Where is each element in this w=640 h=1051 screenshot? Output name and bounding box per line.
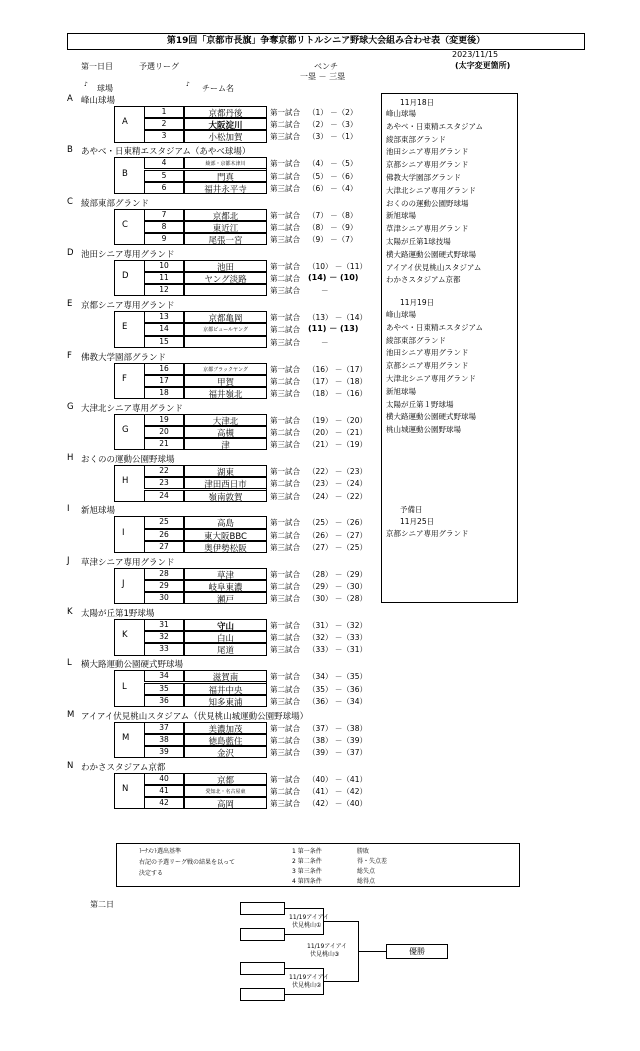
team-name: 知多東浦 [208, 697, 243, 708]
match-pair: （20） －（21） [308, 428, 367, 437]
criterion-2: 得・失点差 [357, 858, 388, 865]
team-number: 20 [159, 427, 169, 436]
group-venue: 京都シニア専用グランド [81, 301, 175, 312]
group-letter-inner: F [122, 373, 127, 384]
match-pair: （39） －（37） [308, 748, 367, 757]
match-label: 第三試合 [270, 645, 300, 655]
schedule-venue: 峰山球場 [386, 310, 416, 319]
match-label: 第一試合 [270, 210, 300, 220]
schedule-venue: アイアイ伏見桃山スタジアム [386, 262, 482, 272]
team-name: 瀬戸 [216, 595, 234, 606]
team-name: 大津北 [212, 416, 239, 427]
schedule-venue: 綾部東部グランド [386, 134, 446, 144]
group-letter-inner: K [122, 630, 128, 641]
team-name: 東近江 [212, 223, 239, 234]
match-label: 第一試合 [270, 569, 300, 579]
match-label: 第一試合 [270, 774, 300, 784]
criterion-4: 総得点 [357, 878, 376, 885]
schedule-venue: 池田シニア専用グランド [386, 348, 469, 358]
match-label: 第二試合 [270, 325, 300, 335]
match-pair: （21） －（19） [308, 440, 367, 450]
team-name: 東大阪BBC [204, 531, 247, 542]
team-number: 15 [159, 336, 169, 346]
condition-3: 3 第三条件 [292, 868, 322, 875]
team-number: 40 [159, 773, 169, 783]
match-label: 第一試合 [270, 723, 300, 733]
team-number: 23 [159, 478, 169, 488]
day2-label: 第二日 [90, 900, 114, 909]
team-name: 福井嶺北 [208, 389, 243, 400]
team-number: 24 [159, 490, 169, 500]
match-label: 第三試合 [270, 799, 300, 809]
document-title: 第19回「京都市長旗」争奪京都リトルシニア野球大会組み合わせ表（変更後） [67, 33, 585, 50]
match-pair: （13） －（14） [308, 313, 367, 323]
match-label: 第二試合 [270, 479, 300, 489]
match-pair: （38） －（39） [308, 735, 367, 745]
team-name: 綾部・京都木津川 [205, 161, 246, 168]
match-label: 第一試合 [270, 159, 300, 169]
team-number: 17 [159, 375, 169, 385]
team-number: 41 [159, 786, 169, 796]
team-number: 31 [159, 620, 169, 629]
match-pair: （3） －（1） [308, 132, 358, 142]
group-venue: 草津シニア専用グランド [81, 557, 175, 568]
match-label: 第一試合 [270, 415, 300, 425]
match-pair: （28） －（29） [308, 569, 367, 579]
schedule-venue: 新旭球場 [386, 386, 416, 396]
team-name: 京都丹後 [208, 109, 243, 119]
team-name: 甲賀 [216, 377, 234, 388]
criterion-3: 総失点 [357, 868, 376, 875]
team-number: 33 [159, 644, 169, 654]
team-number: 25 [159, 517, 169, 527]
match-label: 第二試合 [270, 376, 300, 386]
flag-icon: ♪ [186, 81, 190, 88]
match-label: 第三試合 [270, 132, 300, 142]
group-letter: H [67, 453, 74, 464]
team-number: 3 [161, 131, 167, 141]
match-pair: （33） －（31） [308, 645, 367, 655]
schedule-venue: 大津北シニア専用グランド [386, 185, 476, 195]
team-name: 池田 [216, 262, 234, 273]
bench-sides: 一塁 － 三塁 [300, 72, 346, 81]
group-venue: アイアイ伏見桃山スタジアム（伏見桃山城運動公園野球場） [81, 711, 309, 722]
match-label: 第二試合 [270, 428, 300, 437]
match-label: 第一試合 [270, 261, 300, 271]
team-name: 小松加賀 [208, 133, 243, 144]
team-number: 21 [159, 439, 169, 449]
schedule-venue: 池田シニア専用グランド [386, 147, 469, 157]
team-number: 35 [159, 683, 169, 693]
match-pair: （26） －（27） [308, 530, 367, 540]
match-pair: （29） －（30） [308, 581, 367, 591]
match-label: 第二試合 [270, 684, 300, 694]
criteria-heading: ﾄｰﾅﾒﾝﾄ選出基準 [139, 848, 182, 855]
bracket-line [285, 994, 323, 995]
match-label: 第三試合 [270, 696, 300, 706]
match-label: 第三試合 [270, 235, 300, 244]
team-number: 19 [159, 414, 169, 424]
team-name: 高岡 [216, 800, 234, 811]
team-name: ヤング淡路 [204, 275, 247, 286]
group-letter: D [67, 247, 74, 258]
schedule-venue: わかさスタジアム京都 [386, 275, 461, 285]
match-pair: （36） －（34） [308, 696, 367, 706]
match-pair: （41） －（42） [308, 787, 367, 797]
group-venue: 横大路運動公園硬式野球場 [81, 660, 184, 671]
match-pair: （5） －（6） [308, 171, 358, 181]
criterion-1: 勝敗 [357, 848, 370, 855]
team-number: 9 [161, 234, 167, 243]
bracket-line [285, 908, 323, 909]
venue-column-header: 球場 [97, 84, 113, 93]
team-number: 12 [159, 285, 169, 295]
match-label: 第三試合 [270, 183, 300, 193]
team-name: 草津 [216, 570, 234, 581]
team-number: 36 [159, 695, 169, 705]
group-venue: 太陽が丘第1野球場 [81, 609, 155, 619]
team-number: 2 [161, 119, 167, 129]
schedule-venue: あやべ・日東精エスタジアム [386, 322, 483, 332]
team-number: 27 [159, 541, 169, 551]
match-pair: （34） －（35） [308, 672, 367, 682]
team-name: 高島 [216, 519, 234, 530]
match-pair: （25） －（26） [308, 518, 367, 528]
match-pair: （35） －（36） [308, 684, 367, 694]
group-venue: わかさスタジアム京都 [81, 762, 166, 773]
group-venue: おくのの運動公園野球場 [81, 455, 175, 466]
final-venue-sub: 伏見桃山③ [310, 951, 340, 958]
team-name: 金沢 [216, 749, 234, 759]
team-number: 13 [159, 312, 169, 322]
match-label: 第三試合 [270, 337, 300, 347]
team-number: 7 [161, 209, 167, 219]
match-pair: (14) － (10) [308, 273, 359, 283]
schedule-venue: 京都シニア専用グランド [386, 361, 469, 371]
reserve-date: 11月25日 [400, 517, 435, 526]
group-letter-inner: N [122, 784, 129, 795]
bench-label: ベンチ [314, 62, 338, 71]
schedule-venue: 太陽が丘第１野球場 [386, 399, 454, 409]
group-venue: 峰山球場 [81, 96, 116, 106]
match-pair: （19） －（20） [308, 415, 367, 425]
team-name: 嶺南敦賀 [208, 492, 243, 503]
match-label: 第一試合 [270, 467, 300, 477]
match-pair: （17） －（18） [308, 376, 367, 386]
match-pair: （42） －（40） [308, 799, 367, 809]
group-letter: E [67, 299, 73, 310]
team-number: 30 [159, 593, 169, 603]
schedule-venue: 京都シニア専用グランド [386, 160, 469, 170]
group-venue: 綾部東部グランド [81, 198, 150, 209]
team-name: 白山 [216, 634, 234, 645]
match-pair: （6） －（4） [308, 183, 358, 193]
group-letter: N [67, 760, 74, 771]
match-pair: （18） －（16） [308, 388, 367, 398]
match-label: 第二試合 [270, 633, 300, 643]
match-pair: （32） －（33） [308, 633, 367, 643]
match-pair: （37） －（38） [308, 723, 367, 733]
bracket-line [323, 981, 358, 982]
condition-2: 2 第二条件 [292, 858, 322, 865]
group-letter: B [67, 145, 73, 156]
schedule-venue: 桃山城運動公園野球場 [386, 425, 461, 435]
match-label: 第一試合 [270, 108, 300, 117]
group-letter-inner: E [122, 322, 128, 333]
team-number: 11 [159, 273, 169, 283]
match-label: 第二試合 [270, 787, 300, 797]
schedule-venue: おくのの運動公園野球場 [386, 198, 469, 208]
reserve-title: 予備日 [400, 505, 423, 514]
team-number: 10 [159, 260, 169, 270]
group-venue: 新旭球場 [81, 506, 116, 517]
team-number: 42 [159, 798, 169, 808]
schedule-venue: 横大路運動公園硬式野球場 [386, 412, 476, 422]
team-number: 18 [159, 387, 169, 397]
team-name: 福井永平寺 [204, 184, 247, 195]
match-pair: （27） －（25） [308, 542, 367, 552]
team-name: 徳島藍住 [208, 736, 243, 747]
match-pair: （22） －（23） [308, 467, 367, 477]
team-number: 8 [161, 221, 167, 231]
group-letter-inner: A [122, 117, 128, 128]
team-name: 京都北 [212, 211, 239, 222]
team-number: 39 [159, 747, 169, 756]
group-letter: I [67, 504, 70, 515]
champion-box: 優勝 [386, 944, 448, 959]
condition-1: 1 第一条件 [292, 848, 322, 855]
team-number: 34 [159, 671, 169, 681]
team-number: 4 [161, 158, 167, 168]
team-name: 津 [221, 441, 230, 452]
group-letter: G [67, 401, 74, 412]
group-letter-inner: G [122, 425, 129, 435]
team-name: 京都亀岡 [208, 314, 243, 325]
group-venue: 大津北シニア専用グランド [81, 403, 184, 414]
team-name: 門真 [216, 172, 234, 183]
group-letter: F [67, 350, 72, 361]
match-pair: （4） －（5） [308, 159, 358, 169]
condition-4: 4 第四条件 [292, 878, 322, 885]
flag-icon: ♪ [84, 81, 88, 88]
date: 2023/11/15 [452, 50, 499, 59]
group-letter-inner: I [122, 527, 125, 538]
team-name: 福井中央 [208, 685, 243, 696]
match-pair: （1） －（2） [308, 108, 358, 117]
match-label: 第三試合 [270, 542, 300, 552]
match-pair: （30） －（28） [308, 594, 367, 604]
match-label: 第三試合 [270, 388, 300, 398]
bracket-slot [240, 962, 285, 975]
team-number: 38 [159, 734, 169, 744]
team-name: 滋賀南 [212, 673, 239, 684]
team-name: 京都 [216, 775, 234, 786]
group-letter-inner: H [122, 476, 129, 487]
match-pair: － [321, 286, 329, 296]
bracket-slot [240, 988, 285, 1001]
match-label: 第二試合 [270, 120, 300, 130]
match-pair: （24） －（22） [308, 491, 367, 501]
match-label: 第三試合 [270, 748, 300, 757]
team-name: 津田西日市 [204, 480, 247, 491]
team-name-cell [184, 284, 267, 296]
match-label: 第二試合 [270, 735, 300, 745]
team-name: 尾道 [216, 646, 234, 657]
match-label: 第一試合 [270, 621, 300, 630]
match-label: 第二試合 [270, 171, 300, 181]
team-name: 守山 [216, 622, 234, 632]
team-number: 14 [159, 324, 169, 334]
match-pair: （23） －（24） [308, 479, 367, 489]
criteria-line1: 右記の予選リーグ戦の結果を以って [139, 859, 236, 866]
team-number: 1 [161, 107, 167, 116]
group-letter: J [67, 555, 70, 566]
bold-change-note: (太字変更箇所) [455, 61, 511, 70]
team-number: 26 [159, 529, 169, 539]
bracket-line [285, 934, 323, 935]
schedule-venue: 綾部東部グランド [386, 335, 446, 345]
team-name: 大阪淀川 [208, 121, 243, 132]
match-label: 第一試合 [270, 313, 300, 323]
match-label: 第一試合 [270, 364, 300, 374]
nov19-title: 11月19日 [400, 298, 435, 307]
match-pair: － [321, 337, 329, 347]
match-pair: （16） －（17） [308, 364, 367, 374]
team-name: 湖東 [216, 468, 234, 479]
match-pair: （7） －（8） [308, 210, 358, 220]
nov18-title: 11月18日 [400, 98, 435, 107]
match-label: 第二試合 [270, 222, 300, 232]
day1-label: 第一日目 [81, 62, 113, 71]
schedule-venue: 佛教大学園部グランド [386, 173, 461, 182]
schedule-venue: あやべ・日東精エスタジアム [386, 121, 483, 131]
match-label: 第三試合 [270, 491, 300, 501]
semifinal1-venue-sub: 伏見桃山① [292, 922, 322, 929]
tournament-criteria-box [116, 843, 520, 887]
team-name: 美濃加茂 [208, 724, 243, 735]
schedule-venue: 太陽が丘第1球技場 [386, 237, 451, 246]
match-label: 第二試合 [270, 274, 300, 284]
team-number: 37 [159, 722, 169, 732]
bracket-slot [240, 902, 285, 915]
group-letter: M [67, 709, 75, 720]
semifinal2-venue: 11/19アイアイ [289, 974, 330, 981]
schedule-venue: 京都シニア専用グランド [386, 529, 469, 538]
match-label: 第三試合 [270, 594, 300, 604]
group-venue: あやべ・日東精エスタジアム（あやべ球場） [81, 147, 251, 158]
team-number: 29 [159, 580, 169, 590]
team-name: 岐阜東濃 [208, 582, 243, 593]
group-letter-inner: C [122, 219, 128, 230]
match-label: 第一試合 [270, 518, 300, 528]
team-number: 28 [159, 568, 169, 578]
schedule-venue: 大津北シニア専用グランド [386, 374, 476, 383]
team-number: 6 [161, 182, 167, 192]
team-name: 京都ブラックヤング [203, 366, 248, 373]
group-letter: A [67, 94, 73, 104]
semifinal1-venue: 11/19アイアイ [289, 914, 330, 921]
match-label: 第三試合 [270, 440, 300, 450]
match-pair: （40） －（41） [308, 774, 367, 784]
match-label: 第一試合 [270, 672, 300, 682]
league-label: 予選リーグ [139, 62, 179, 71]
group-letter-inner: D [122, 271, 129, 282]
group-letter: L [67, 658, 72, 669]
match-pair: （2） －（3） [308, 120, 358, 130]
final-venue: 11/19アイアイ [307, 943, 348, 950]
team-number: 22 [159, 466, 169, 476]
team-name: 京都ビュールヤング [203, 327, 248, 334]
schedule-venue: 草津シニア専用グランド [386, 224, 469, 234]
team-column-header: チーム名 [202, 84, 234, 93]
bracket-line [285, 968, 323, 969]
match-label: 第二試合 [270, 530, 300, 540]
team-number: 5 [161, 170, 167, 180]
team-number: 32 [159, 632, 169, 642]
match-pair: (11) － (13) [308, 324, 359, 334]
match-pair: （10） －（11） [308, 261, 367, 271]
schedule-venue: 峰山球場 [386, 109, 416, 118]
schedule-venue: 横大路運動公園硬式野球場 [386, 249, 476, 259]
match-pair: （31） －（32） [308, 621, 367, 630]
team-name: 尾張一宮 [208, 236, 243, 246]
group-letter: C [67, 196, 73, 207]
criteria-line2: 決定する [139, 870, 164, 877]
group-letter-inner: L [122, 681, 127, 692]
match-pair: （9） －（7） [308, 235, 358, 244]
group-venue: 佛教大学園部グランド [81, 352, 167, 363]
bracket-line [323, 921, 358, 922]
venue-schedule-box [381, 93, 518, 603]
team-name: 愛知北・名古屋東 [205, 789, 246, 796]
group-letter: K [67, 607, 73, 617]
team-name: 高槻 [216, 429, 234, 439]
group-letter-inner: M [122, 732, 130, 743]
group-letter-inner: J [122, 578, 125, 589]
match-label: 第三試合 [270, 286, 300, 296]
match-label: 第二試合 [270, 581, 300, 591]
semifinal2-venue-sub: 伏見桃山② [292, 982, 322, 989]
bracket-slot [240, 928, 285, 941]
team-number: 16 [159, 363, 169, 373]
group-letter-inner: B [122, 168, 128, 179]
bracket-line [358, 951, 386, 952]
match-pair: （8） －（9） [308, 222, 358, 232]
team-name-cell [184, 336, 267, 348]
schedule-venue: 新旭球場 [386, 211, 416, 221]
team-name: 奥伊勢松阪 [204, 543, 247, 554]
group-venue: 池田シニア専用グランド [81, 249, 175, 260]
